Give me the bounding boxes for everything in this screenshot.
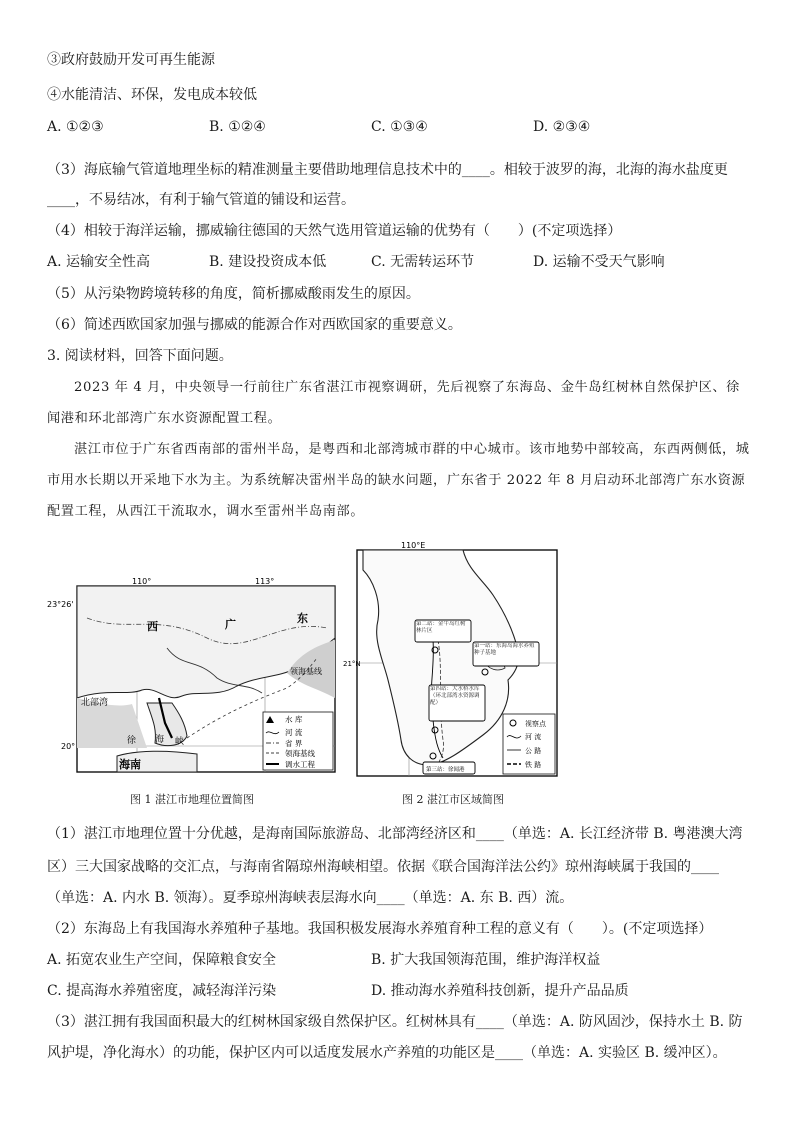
fig1-label-hainan: 海南 xyxy=(119,758,141,771)
fig1-lon-113: 113° xyxy=(255,578,275,586)
fig1-label-xi: 西 xyxy=(147,620,158,633)
fig2-lat-21n: 21°N xyxy=(343,660,361,668)
q3-sub1-line2: 区）三大国家战略的交汇点，与海南省隔琼州海峡相望。依据《联合国海洋法公约》琼州海峡属于我国的____ xyxy=(47,859,719,875)
figure-1-map xyxy=(47,578,339,778)
q3-sub1-line1: （1）湛江市地理位置十分优越，是海南国际旅游岛、北部湾经济区和____（单选：A. 长江经济带 B. 粤港澳大湾 xyxy=(47,826,743,842)
sub-question-5: （5）从污染物跨境转移的角度，简析挪威酸雨发生的原因。 xyxy=(47,286,420,302)
q3-sub1-line3: （单选：A. 内水 B. 领海）。夏季琼州海峡表层海水向____（单选：A. 东 B. 西）流。 xyxy=(47,890,574,906)
option-a: A. ①②③ xyxy=(47,119,104,135)
q3-sub2-option-c: C. 提高海水养殖密度，减轻海洋污染 xyxy=(47,983,277,999)
q3-sub2-option-a: A. 拓宽农业生产空间，保障粮食安全 xyxy=(47,952,277,968)
fig2-legend-point: 视察点 xyxy=(525,720,546,728)
option-c: C. ①③④ xyxy=(371,119,428,135)
material-paragraph-1: 2023 年 4 月，中央领导一行前往广东省湛江市视察调研，先后视察了东海岛、金牛岛红树林自然保护区、徐闻港和环北部湾广东水资源配置工程。 xyxy=(47,380,740,426)
q3-sub3-line1: （3）湛江拥有我国面积最大的红树林国家级自然保护区。红树林具有____（单选：A. 防风固沙，保持水土 B. 防 xyxy=(47,1014,743,1030)
figure-1-caption: 图 1 湛江市地理位置简图 xyxy=(130,793,254,806)
sub4-option-c: C. 无需转运环节 xyxy=(371,254,475,270)
figure-2-map xyxy=(343,540,561,780)
fig2-legend-river: 河 流 xyxy=(525,733,542,741)
fig2-lon-110e: 110°E xyxy=(401,541,426,550)
question-3-title: 3. 阅读材料，回答下面问题。 xyxy=(47,348,233,364)
fig2-legend-railway: 铁 路 xyxy=(525,761,542,769)
material-paragraph-2: 湛江市位于广东省西南部的雷州半岛，是粤西和北部湾城市群的中心城市。该市地势中部较高，东西两侧低，城市用水长期以开采地下水为主。为系统解决雷州半岛的缺水问题，广东省于 2022 年 8 月启动环北部湾广东水资源配置工程，从西江干流取水，调水至雷州半岛南部。 xyxy=(47,442,750,519)
q3-sub2-option-b: B. 扩大我国领海范围，维护海洋权益 xyxy=(371,952,601,968)
sub-question-3-line2: ____，不易结冰，有利于输气管道的铺设和运营。 xyxy=(47,192,355,208)
sub-question-6: （6）简述西欧国家加强与挪威的能源合作对西欧国家的重要意义。 xyxy=(47,317,462,333)
sub4-option-b: B. 建设投资成本低 xyxy=(209,254,327,270)
fig1-lon-110: 110° xyxy=(132,578,152,586)
fig1-legend-river: 河 流 xyxy=(285,728,303,737)
fig1-lat-20: 20° xyxy=(61,742,76,751)
fig1-label-baseline: 领海基线 xyxy=(290,667,322,676)
fig2-legend-road: 公 路 xyxy=(525,747,542,755)
item-4: ④水能清洁、环保，发电成本较低 xyxy=(47,87,257,103)
fig1-lat-2326: 23°26' xyxy=(47,600,74,609)
fig1-label-beibu: 北部湾 xyxy=(81,698,109,708)
fig1-legend-baseline: 领海基线 xyxy=(285,749,315,758)
fig1-label-guang: 广 xyxy=(225,618,236,631)
q3-sub2-option-d: D. 推动海水养殖科技创新，提升产品品质 xyxy=(371,983,629,999)
item-3: ③政府鼓励开发可再生能源 xyxy=(47,52,215,68)
q3-sub2: （2）东海岛上有我国海水养殖种子基地。我国积极发展海水养殖育种工程的意义有（ ）。(不定项选择） xyxy=(47,921,713,937)
option-d: D. ②③④ xyxy=(533,119,591,135)
fig2-station-2: 第二站：金牛岛红树林片区 xyxy=(416,621,466,634)
fig1-legend-reservoir: 水 库 xyxy=(285,715,303,724)
fig1-legend-water-project: 调水工程 xyxy=(285,760,315,769)
fig2-station-1: 第一站：东海岛海水养殖种子基地 xyxy=(474,643,535,656)
fig1-legend-border: 省 界 xyxy=(285,739,303,748)
figure-2-caption: 图 2 湛江市区域简图 xyxy=(402,793,504,806)
fig1-label-xia: 峡 xyxy=(175,737,185,747)
option-b: B. ①②④ xyxy=(209,119,266,135)
fig1-label-hai: 海 xyxy=(155,735,165,745)
fig2-station-4: 第四站：大水桥水库（环北部湾水资源调配） xyxy=(430,686,480,706)
fig1-label-xu: 徐 xyxy=(127,736,137,746)
sub-question-3-line1: （3）海底输气管道地理坐标的精准测量主要借助地理信息技术中的____。相较于波罗的海，北海的海水盐度更 xyxy=(47,162,728,178)
sub-question-4: （4）相较于海洋运输，挪威输往德国的天然气选用管道运输的优势有（ ）(不定项选择） xyxy=(47,223,622,239)
q3-sub3-line2: 风护堤，净化海水）的功能，保护区内可以适度发展水产养殖的功能区是____（单选：A. 实验区 B. 缓冲区）。 xyxy=(47,1045,727,1061)
fig1-label-dong: 东 xyxy=(297,612,308,625)
fig2-station-3: 第三站：徐闻港 xyxy=(426,767,465,773)
sub4-option-a: A. 运输安全性高 xyxy=(47,254,151,270)
sub4-option-d: D. 运输不受天气影响 xyxy=(533,254,665,270)
